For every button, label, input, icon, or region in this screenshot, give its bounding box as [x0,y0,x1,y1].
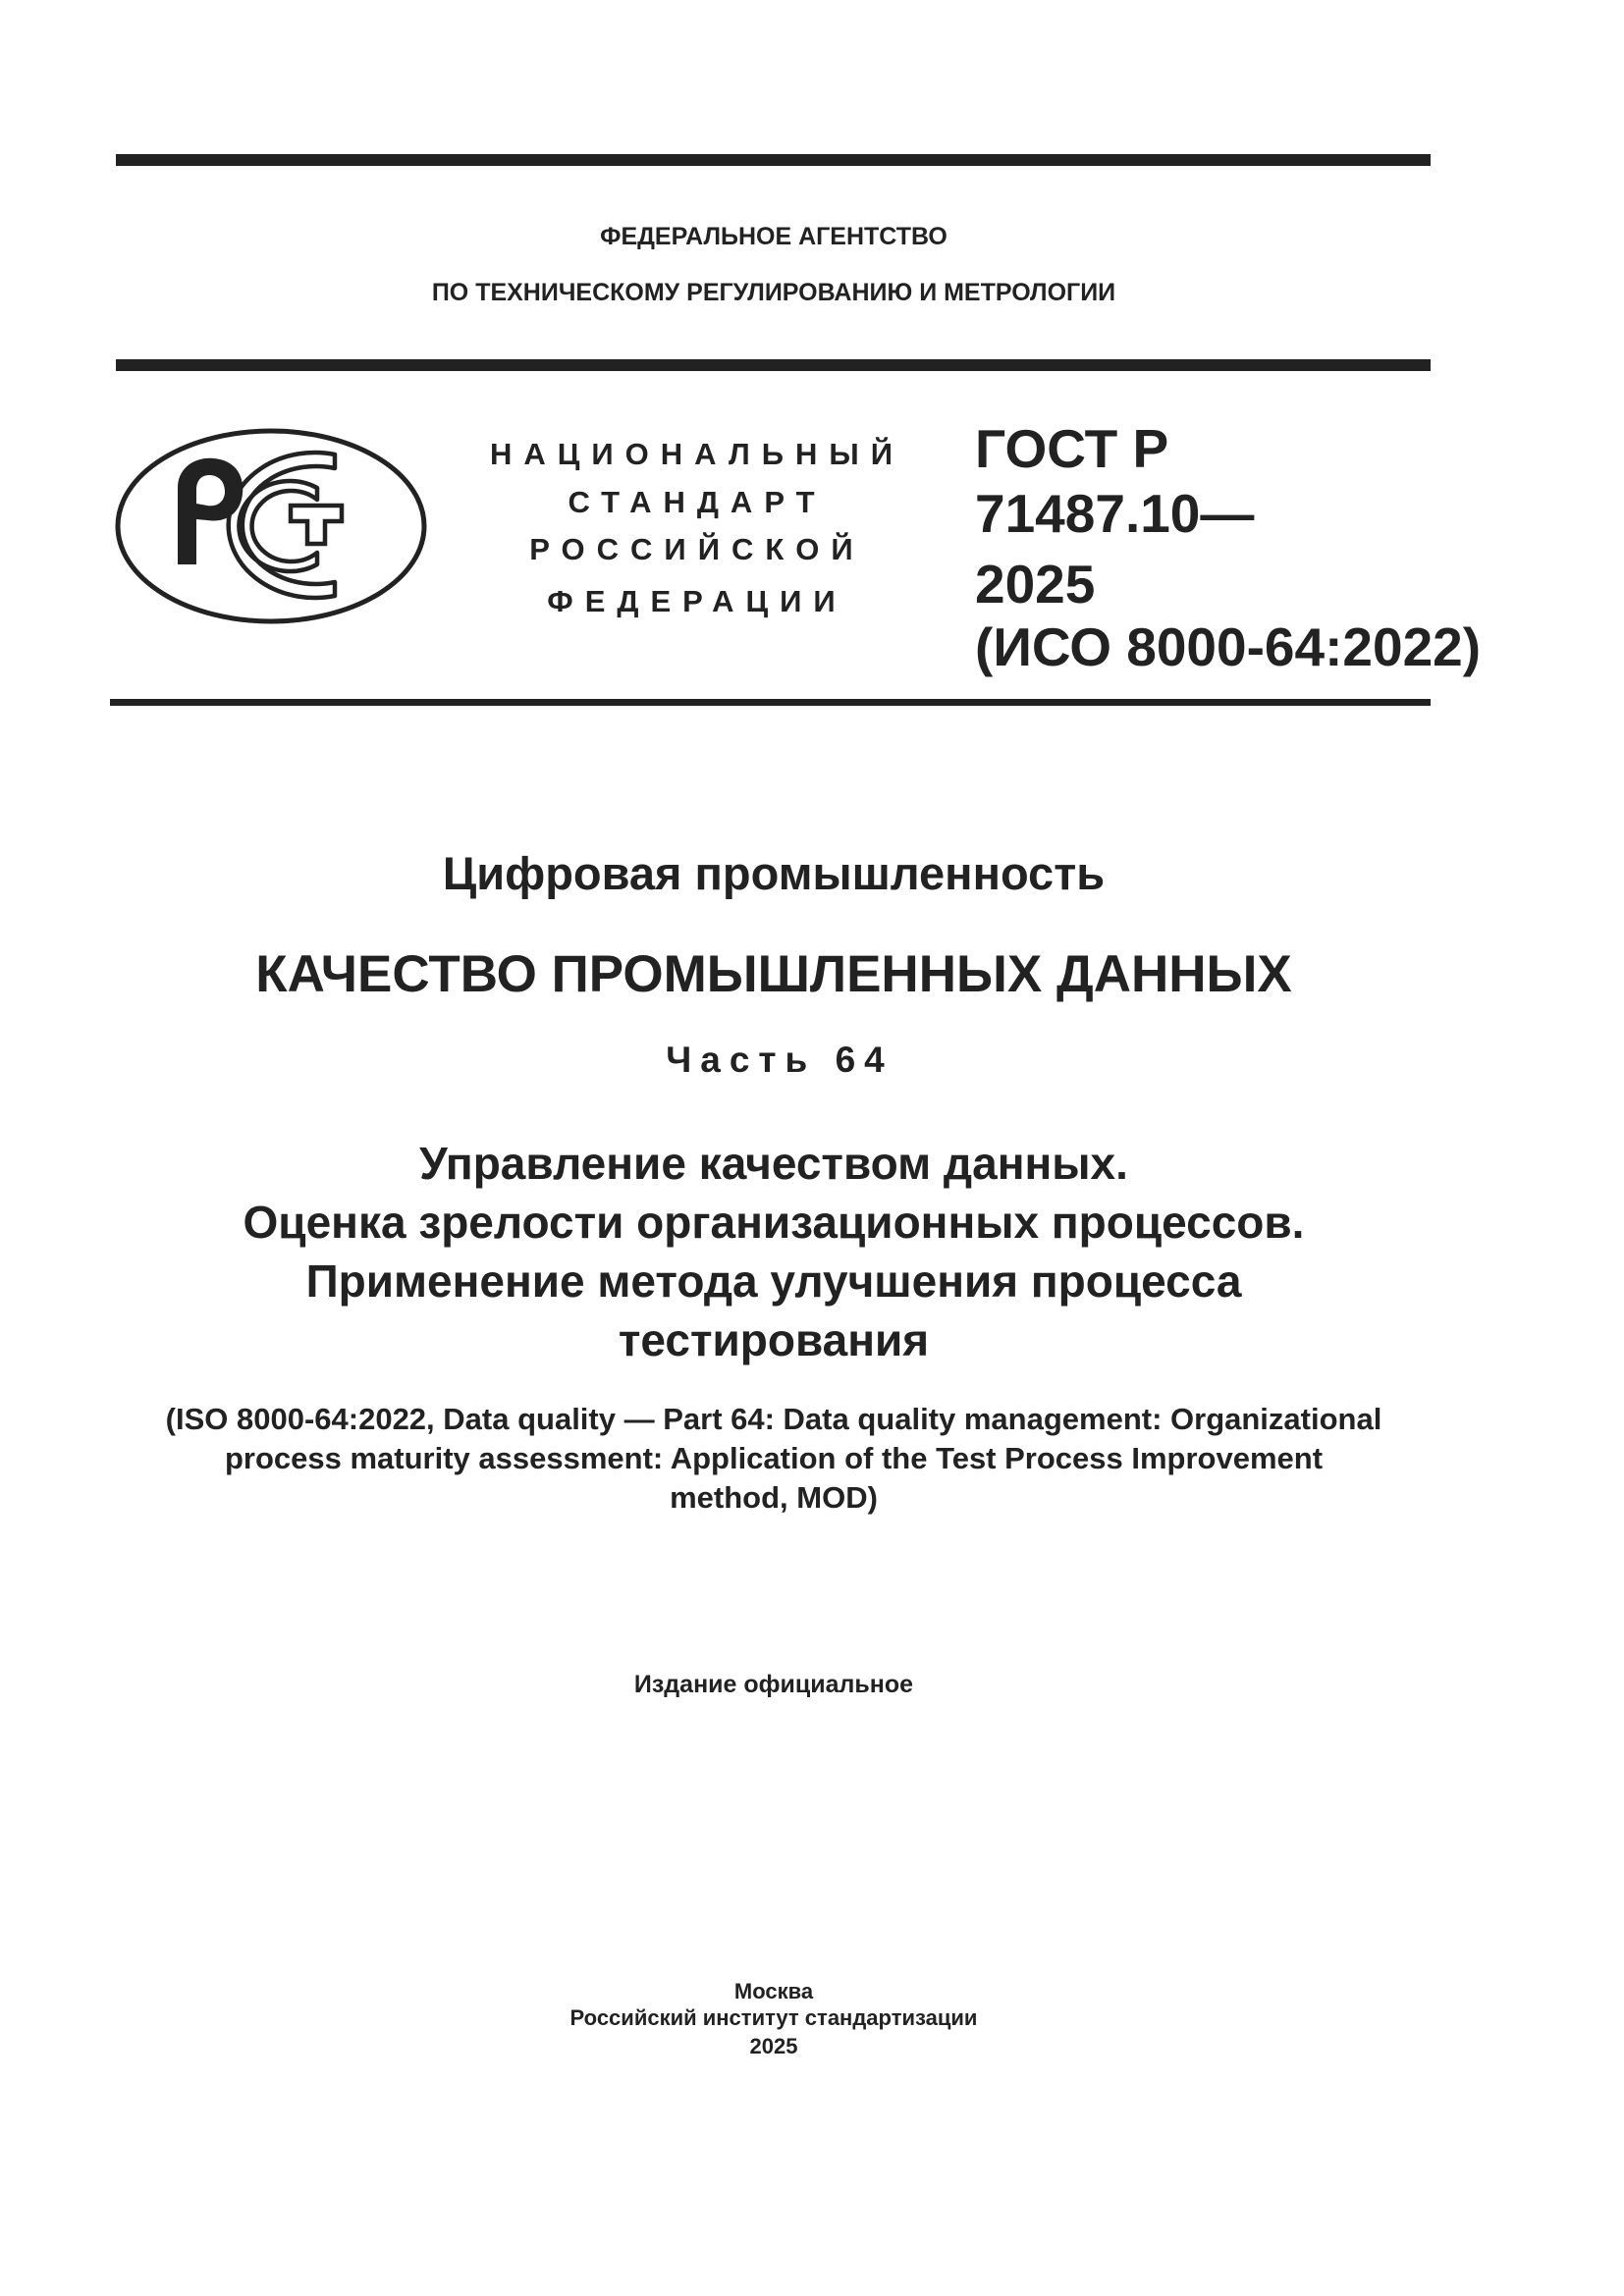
designation-line-3: 2025 [975,554,1096,614]
iso-title-line-3: method, MOD) [670,1480,878,1515]
footer-publisher: Российский институт стандартизации [569,2005,978,2030]
national-standard-line-2: СТАНДАРТ [568,485,827,519]
subtitle-line-3: Применение метода улучшения процесса [305,1255,1242,1307]
main-title: КАЧЕСТВО ПРОМЫШЛЕННЫХ ДАННЫХ [255,945,1292,1003]
national-standard-line-3: РОССИЙСКОЙ [529,532,865,566]
designation-line-1: ГОСТ Р [975,418,1169,479]
national-standard-line-4: ФЕДЕРАЦИИ [547,584,847,618]
subtitle-line-1: Управление качеством данных. [419,1138,1128,1189]
agency-line-1: ФЕДЕРАЛЬНОЕ АГЕНТСТВО [600,223,947,250]
designation-line-2: 71487.10— [975,483,1255,544]
part-number: Часть 64 [666,1040,893,1080]
designation-line-4: (ИСО 8000-64:2022) [975,616,1482,677]
rst-logo-icon [114,427,428,625]
series-title: Цифровая промышленность [442,847,1106,899]
footer-city: Москва [733,1979,814,2003]
iso-title-line-1: (ISO 8000-64:2022, Data quality — Part 64: Data quality management: Organizational [165,1402,1382,1436]
footer-year: 2025 [749,2034,798,2058]
top-rule [116,154,1431,166]
subtitle-line-2: Оценка зрелости организационных процессов. [243,1197,1305,1248]
national-standard-line-1: НАЦИОНАЛЬНЫЙ [489,437,905,471]
agency-line-2: ПО ТЕХНИЧЕСКОМУ РЕГУЛИРОВАНИЮ И МЕТРОЛОГИИ [431,279,1116,306]
header-rule [116,359,1431,371]
subtitle-line-4: тестирования [618,1314,930,1365]
designation-rule [110,699,1431,706]
iso-title-line-2: process maturity assessment: Application of the Test Process Improvement [224,1441,1324,1475]
edition-label: Издание официальное [633,1671,914,1698]
